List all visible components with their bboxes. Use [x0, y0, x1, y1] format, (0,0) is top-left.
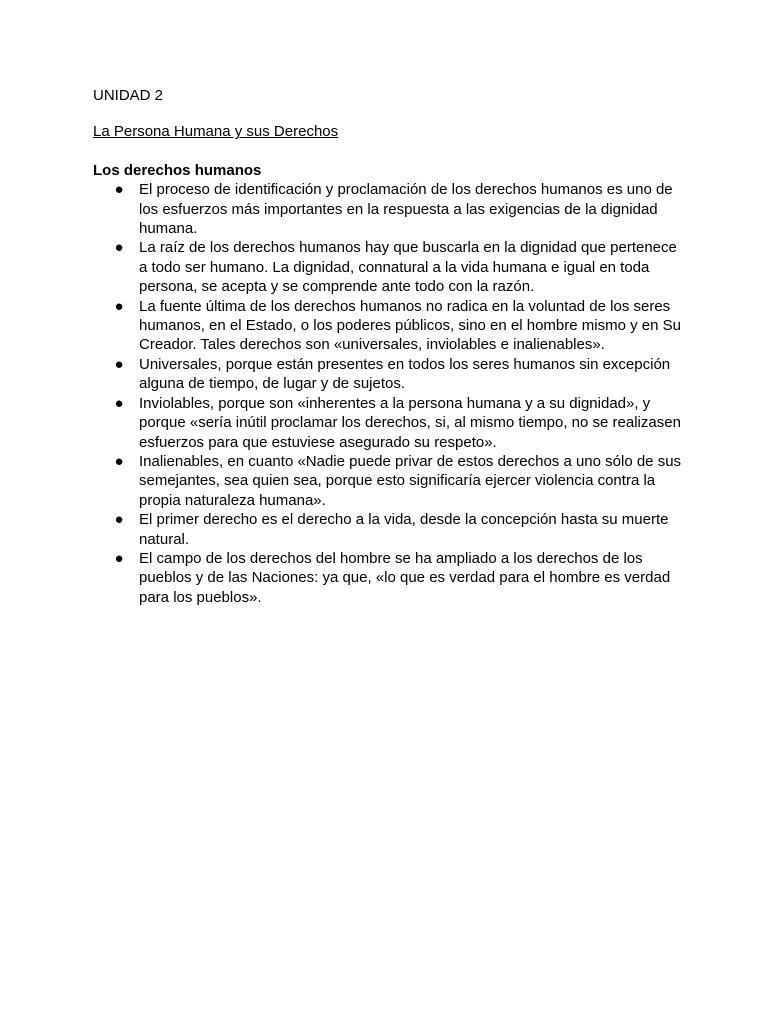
unit-label: UNIDAD 2 — [93, 87, 164, 104]
bullet-icon: ● — [114, 239, 124, 257]
bullet-icon: ● — [114, 181, 124, 199]
bullet-text: La fuente última de los derechos humanos no radica en la voluntad de los seres humanos, en el Estado, o los poderes públicos, sino en el hombre mismo y en Su Creador. Tales derechos son «universales, inviolables e inalienables». — [139, 297, 681, 354]
list-item — [93, 238, 683, 296]
bullet-icon: ● — [114, 394, 124, 412]
bullet-text: Universales, porque están presentes en todos los seres humanos sin excepción alguna de tiempo, de lugar y de sujetos. — [139, 355, 671, 393]
bullet-icon: ● — [114, 511, 124, 529]
list-item — [93, 180, 683, 238]
bullet-text: La raíz de los derechos humanos hay que buscarla en la dignidad que pertenece a todo ser humano. La dignidad, connatural a la vida humana e igual en toda persona, se acepta y se comprende ante todo con la razón. — [139, 239, 677, 296]
bullet-text: El campo de los derechos del hombre se ha ampliado a los derechos de los pueblos y de las Naciones: ya que, «lo que es verdad para el hombre es verdad para los pueblos». — [139, 549, 671, 606]
list-item — [93, 549, 683, 607]
bullet-text: Inviolables, porque son «inherentes a la persona humana y a su dignidad», y porque «sería inútil proclamar los derechos, si, al mismo tiempo, no se realizasen esfuerzos para que estuviese asegurado su respeto». — [139, 394, 681, 451]
bullet-text: El primer derecho es el derecho a la vida, desde la concepción hasta su muerte natural. — [139, 511, 669, 548]
bullet-icon: ● — [114, 549, 124, 567]
document-body — [93, 86, 683, 607]
bullet-text: Inalienables, en cuanto «Nadie puede privar de estos derechos a uno sólo de sus semejantes, sea quien sea, porque esto significaría ejercer violencia contra la propia naturaleza humana». — [139, 452, 682, 509]
bullet-icon: ● — [114, 297, 124, 315]
bullet-icon: ● — [114, 355, 124, 373]
list-item — [93, 452, 683, 510]
list-item — [93, 394, 683, 452]
bullet-icon: ● — [114, 452, 124, 470]
bullet-text: El proceso de identificación y proclamación de los derechos humanos es uno de los esfuerzos más importantes en la respuesta a las exigencias de la dignidad humana. — [139, 181, 673, 238]
section-heading: Los derechos humanos — [93, 161, 262, 179]
list-item — [93, 297, 683, 355]
list-item — [93, 355, 683, 394]
list-item — [93, 510, 683, 549]
document-title: La Persona Humana y sus Derechos — [93, 123, 339, 141]
bullet-list — [93, 180, 683, 607]
